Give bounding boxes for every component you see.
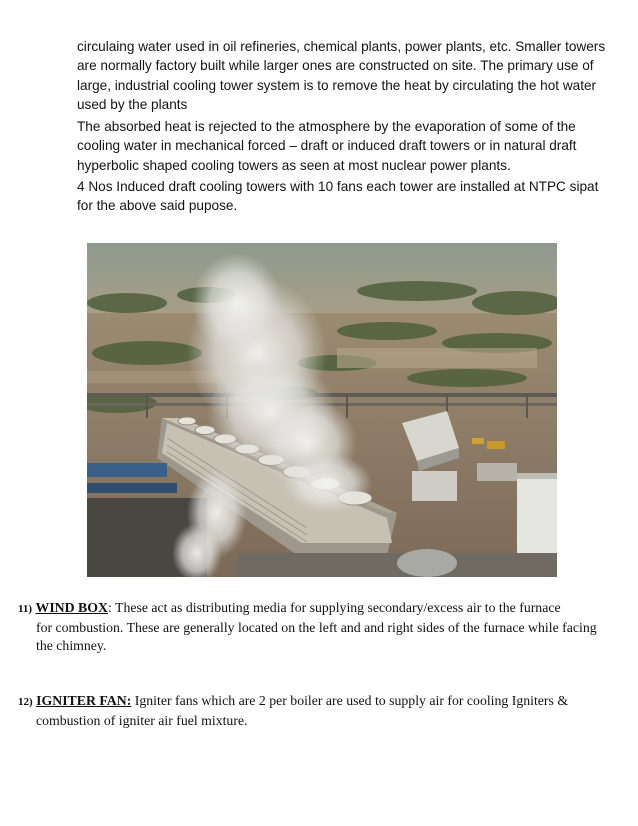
paragraph-ntpc-towers: 4 Nos Induced draft cooling towers with 10 fans each tower are installed at NTPC sipat for the above said pupose. — [77, 179, 599, 214]
cooling-tower-photo — [87, 243, 557, 577]
item-first-line: These act as distributing media for supplying secondary/excess air to the furnace — [111, 600, 561, 615]
item-first-line: Igniter fans which are 2 per boiler are used to supply air for cooling Igniters & — [131, 693, 569, 708]
item-continuation: for combustion. These are generally located on the left and and right sides of the furnace while facing the chimney. — [36, 619, 597, 653]
item-heading: WIND BOX — [35, 600, 108, 615]
paragraph-cooling-tower-intro: circulaing water used in oil refineries, chemical plants, power plants, etc. Smaller towers are normally factory built while larger ones are constructed on site. The primary use of large, industrial cooling tower system is to remove the heat by circulating the hot water used by the plants — [77, 39, 606, 112]
item-continuation: combustion of igniter air fuel mixture. — [36, 712, 248, 728]
item-number: 11) — [18, 603, 33, 615]
item-heading: IGNITER FAN: — [36, 693, 132, 708]
item-separator: : — [107, 600, 112, 615]
paragraph-heat-rejection: The absorbed heat is rejected to the atmosphere by the evaporation of some of the cooling water in mechanical forced – draft or induced draft towers or in natural draft hyperbolic shaped cooling towers as seen at most nuclear power plants. — [77, 119, 577, 173]
cooling-tower-photo-image — [87, 243, 557, 577]
list-item-wind-box — [18, 599, 608, 656]
list-item-igniter-fan — [18, 692, 608, 730]
item-number: 12) — [18, 696, 33, 708]
